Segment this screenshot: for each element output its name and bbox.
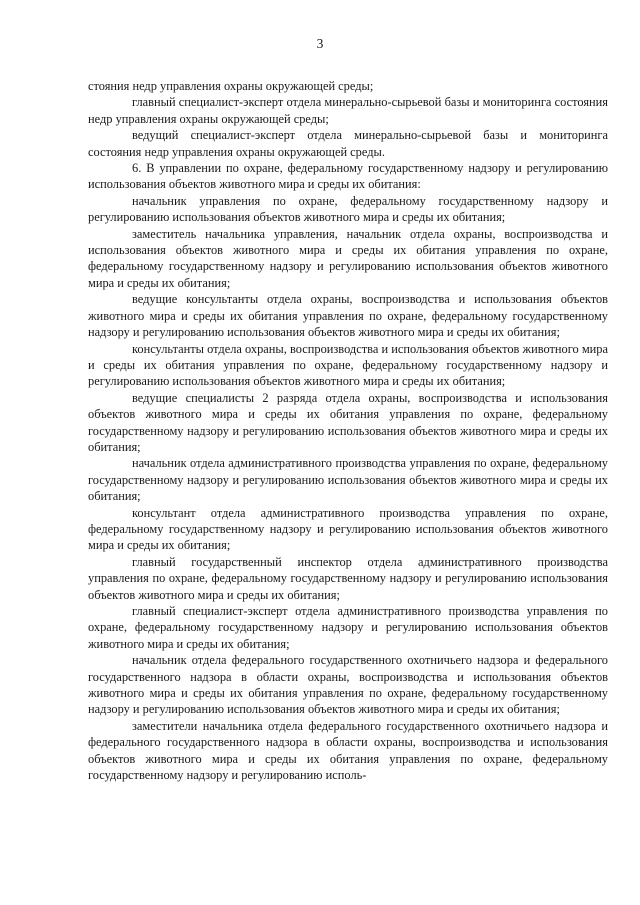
paragraph: ведущий специалист-эксперт отдела минерально-сырьевой базы и мониторинга состояния недр управления охраны окружающей среды. [88,128,608,159]
paragraph: ведущие специалисты 2 разряда отдела охраны, воспроизводства и использования объектов животного мира и среды их обитания управления по охране, федеральному государственному надзору и регулированию использования объектов животного мира и среды их обитания; [88,390,608,454]
paragraph: главный специалист-эксперт отдела административного производства управления по охране, федеральному государственному надзору и регулированию использования объектов животного мира и среды их обитания; [88,604,608,651]
paragraph: стояния недр управления охраны окружающей среды; [88,79,374,93]
paragraph: ведущие консультанты отдела охраны, воспроизводства и использования объектов животного мира и среды их обитания управления по охране, федеральному государственному надзору и регулированию использования объектов животного мира и среды их обитания; [88,292,608,340]
paragraph: заместители начальника отдела федерального государственного охотничьего надзора и федерального государственного надзора в области охраны, воспроизводства и использования объектов животного мира и среды их обитания управления по охране, федеральному государственному надзору и регулированию исполь- [88,718,608,783]
paragraph: консультант отдела административного производства управления по охране, федеральному государственному надзору и регулированию использования объектов животного мира и среды их обитания; [88,505,608,553]
paragraph: главный специалист-эксперт отдела минерально-сырьевой базы и мониторинга состояния недр управления охраны окружающей среды; [88,95,608,126]
page-number: 3 [316,36,324,51]
paragraph: начальник управления по охране, федеральному государственному надзору и регулированию использования объектов животного мира и среды их обитания; [88,193,608,225]
paragraph: главный государственный инспектор отдела административного производства управления по охране, федеральному государственному надзору и регулированию использования объектов животного мира и среды их обитания; [88,554,608,602]
paragraph: консультанты отдела охраны, воспроизводства и использования объектов животного мира и среды их обитания управления по охране, федеральному государственному надзору и регулированию использования объектов животного мира и среды их обитания; [88,341,608,389]
paragraph: начальник отдела административного производства управления по охране, федеральному государственному надзору и регулированию использования объектов животного мира и среды их обитания; [88,456,608,504]
paragraph: начальник отдела федерального государственного охотничьего надзора и федерального государственного надзора в области охраны, воспроизводства и использования объектов животного мира и среды их обитания управления по охране, федеральному государственному надзору и регулированию использования объектов животного мира и среды их обитания; [88,653,608,717]
paragraph: заместитель начальника управления, начальник отдела охраны, воспроизводства и использования объектов животного мира и среды их обитания управления по охране, федеральному государственному надзору и регулированию использования объектов животного мира и среды их обитания; [88,226,608,290]
paragraph: 6. В управлении по охране, федеральному государственному надзору и регулированию использования объектов животного мира и среды их обитания: [88,161,608,192]
document-body [88,78,608,783]
